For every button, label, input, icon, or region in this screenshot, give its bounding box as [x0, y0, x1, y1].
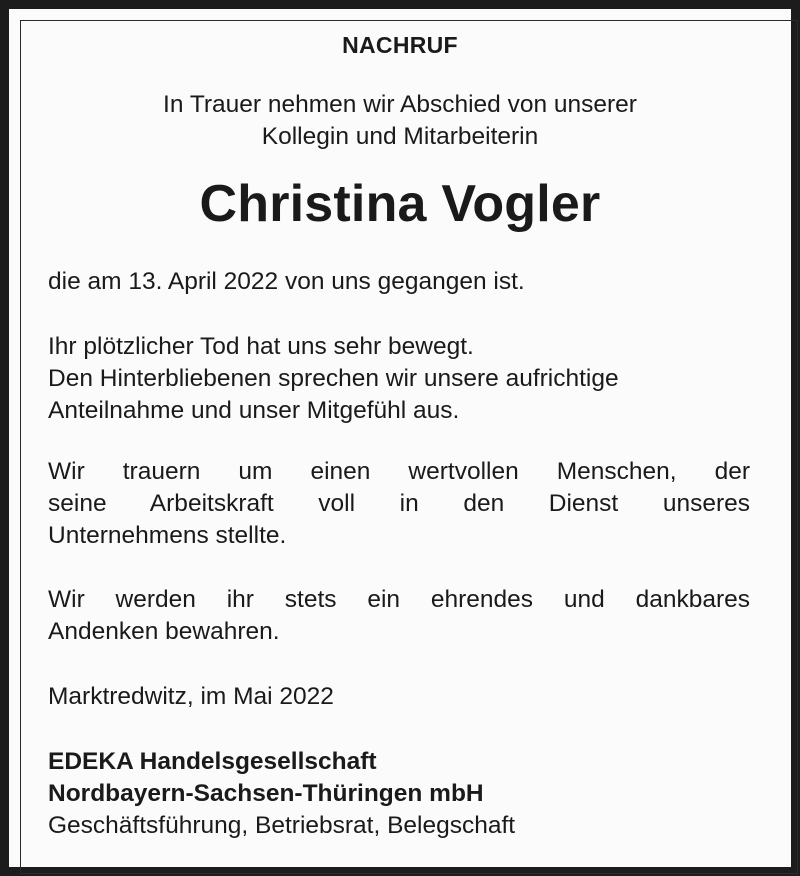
- place-date-paragraph: [48, 681, 750, 713]
- place-date: Marktredwitz, im Mai 2022: [48, 683, 334, 710]
- remembrance-paragraph: [48, 584, 750, 648]
- tribute-paragraph: [48, 456, 750, 552]
- condolence-line-2: Den Hinterbliebenen sprechen wir unsere aufrichtige: [48, 365, 619, 392]
- remembrance-line-2: Andenken bewahren.: [48, 618, 280, 645]
- deceased-name: Christina Vogler: [199, 175, 601, 233]
- death-date-paragraph: [48, 266, 750, 298]
- intro-line-1: In Trauer nehmen wir Abschied von unserer: [163, 91, 637, 118]
- condolence-line-3: Anteilnahme und unser Mitgefühl aus.: [48, 397, 460, 424]
- signature-block: [48, 746, 750, 842]
- tribute-line-3: Unternehmens stellte.: [48, 522, 287, 549]
- tribute-line-2: seine Arbeitskraft voll in den Dienst unseres: [48, 490, 750, 517]
- signature-departments: Geschäftsführung, Betriebsrat, Belegschaft: [48, 812, 516, 839]
- condolence-paragraph: [48, 331, 750, 427]
- condolence-line-1: Ihr plötzlicher Tod hat uns sehr bewegt.: [48, 333, 474, 360]
- tribute-line-1: Wir trauern um einen wertvollen Menschen, der: [48, 458, 750, 485]
- intro-line-2: Kollegin und Mitarbeiterin: [261, 123, 539, 150]
- death-date-line: die am 13. April 2022 von uns gegangen ist.: [48, 268, 525, 295]
- intro-text: [0, 89, 800, 153]
- signature-company-line-2: Nordbayern-Sachsen-Thüringen mbH: [48, 780, 484, 807]
- notice-heading: NACHRUF: [342, 32, 458, 58]
- signature-company-line-1: EDEKA Handelsgesellschaft: [48, 748, 377, 775]
- remembrance-line-1: Wir werden ihr stets ein ehrendes und dankbares: [48, 586, 750, 613]
